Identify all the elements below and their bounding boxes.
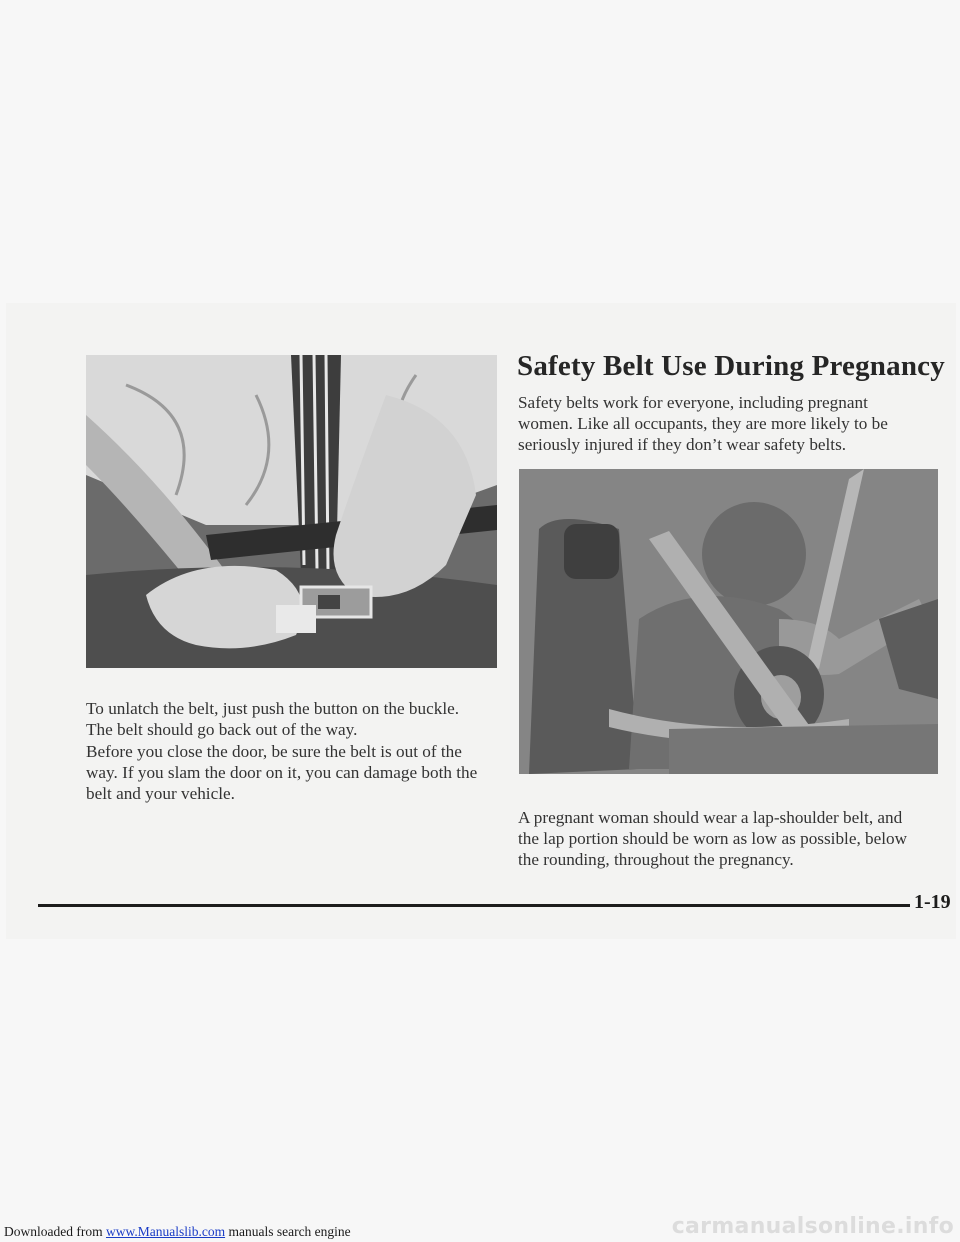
footer-rule — [38, 904, 910, 907]
section-heading: Safety Belt Use During Pregnancy — [517, 350, 945, 382]
unlatch-paragraph: To unlatch the belt, just push the button on the buckle. The belt should go back out of the way. — [86, 699, 460, 739]
manualslib-link[interactable]: www.Manualslib.com — [105, 1224, 226, 1239]
intro-paragraph: Safety belts work for everyone, including pregnant women. Like all occupants, they are more likely to be seriously injured if they don’t wear safety belts. — [518, 393, 888, 454]
pregnancy-paragraph: A pregnant woman should wear a lap-shoulder belt, and the lap portion should be worn as low as possible, below the rounding, throughout the pregnancy. — [518, 808, 908, 869]
footer-suffix: manuals search engine — [228, 1224, 351, 1239]
unlatch-belt-illustration — [86, 355, 497, 668]
page-number: 1-19 — [914, 891, 951, 913]
download-footer — [4, 1224, 351, 1240]
pregnant-woman-belt-illustration — [519, 469, 938, 774]
site-watermark: carmanualsonline.info — [671, 1214, 954, 1239]
footer-prefix: Downloaded from — [4, 1224, 103, 1239]
door-paragraph: Before you close the door, be sure the belt is out of the way. If you slam the door on it, you can damage both the belt and your vehicle. — [86, 742, 478, 803]
